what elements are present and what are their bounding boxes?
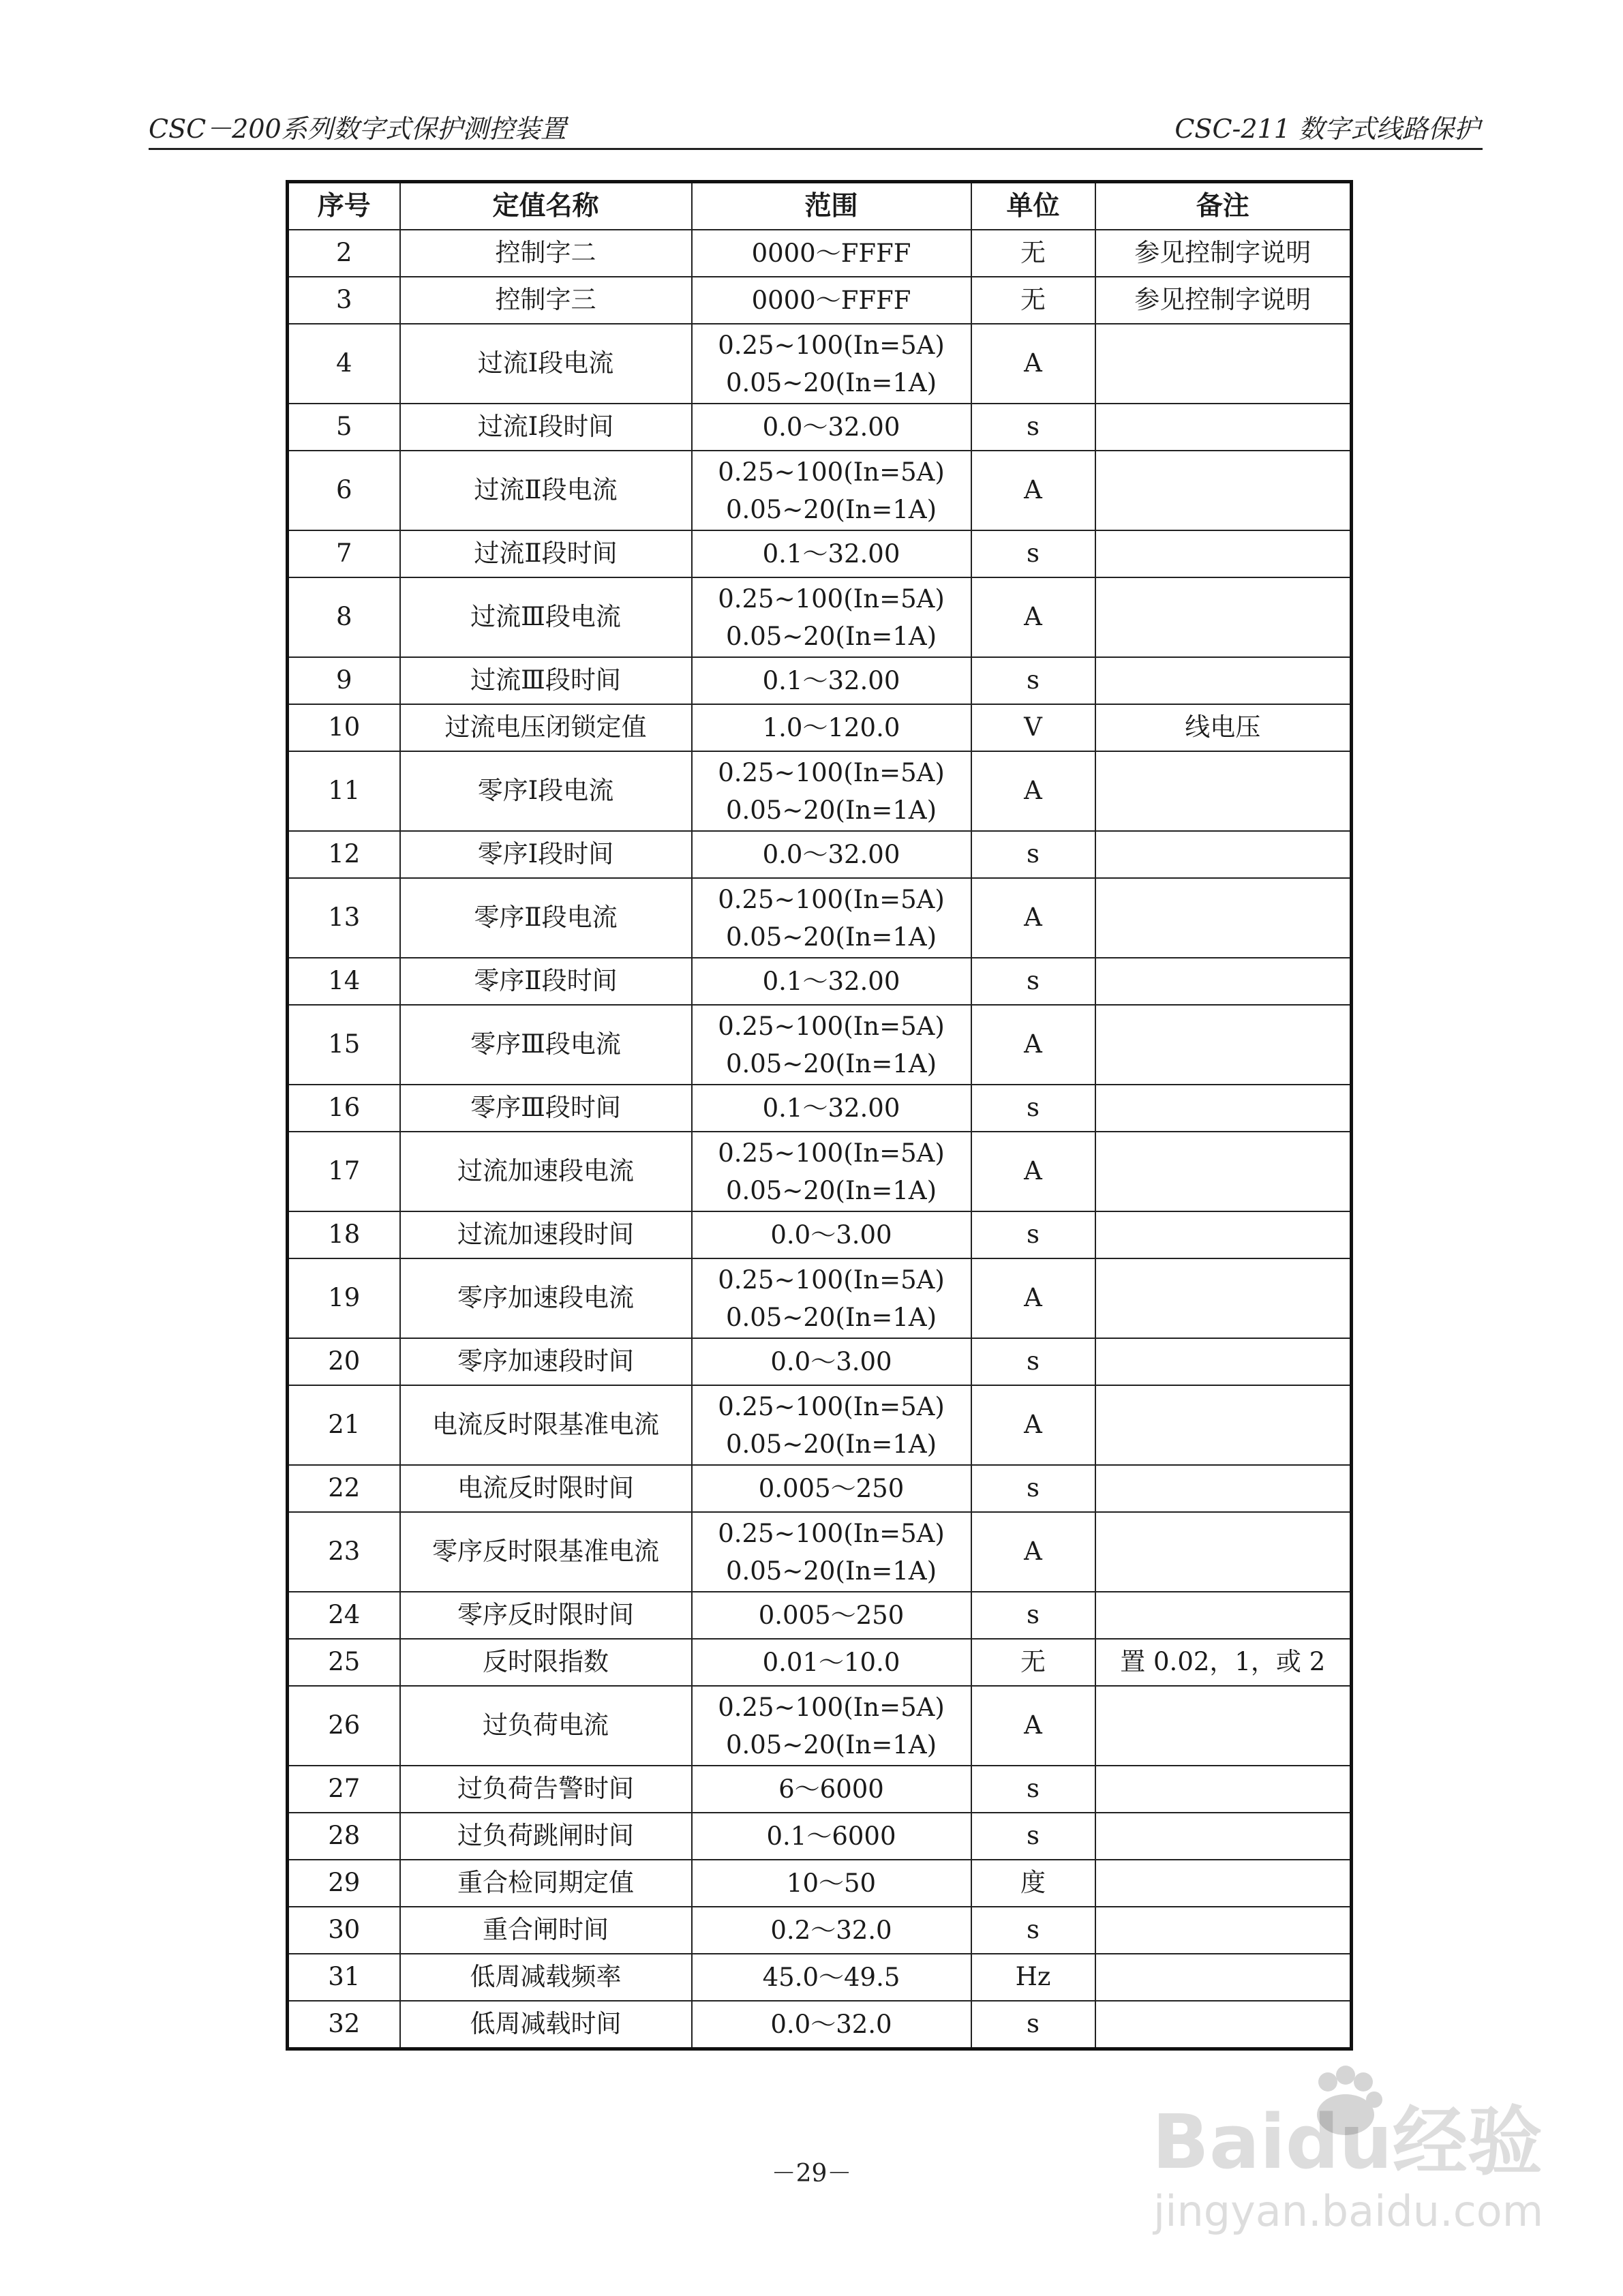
cell-no: 19: [288, 1258, 400, 1338]
range-line: 10～50: [786, 1869, 877, 1898]
cell-no: 21: [288, 1385, 400, 1465]
table-row: [288, 751, 1352, 831]
range-line: 45.0～49.5: [762, 1963, 900, 1992]
range-line: 1.0～120.0: [762, 713, 900, 742]
cell-range: [692, 1132, 971, 1211]
cell-note: [1095, 657, 1352, 704]
cell-unit: V: [971, 704, 1095, 751]
table-row: [288, 704, 1352, 751]
cell-range: [692, 958, 971, 1005]
cell-unit: 无: [971, 277, 1095, 324]
range-line: 0.05~20(In=1A): [725, 367, 937, 397]
cell-name: 零序加速段时间: [400, 1338, 692, 1385]
table-row: [288, 2001, 1352, 2049]
cell-range: [692, 1385, 971, 1465]
cell-note: [1095, 1813, 1352, 1860]
cell-name: 过流加速段电流: [400, 1132, 692, 1211]
table-row: [288, 1085, 1352, 1132]
cell-name: 零序Ⅰ段时间: [400, 831, 692, 878]
header-right-title: CSC-211 数字式线路保护: [1174, 114, 1480, 144]
table-row: [288, 1592, 1352, 1639]
table-row: [288, 1686, 1352, 1766]
baidu-jingyan-watermark: [1138, 2059, 1547, 2263]
range-line: 0.0～3.00: [770, 1220, 892, 1250]
cell-name: 零序反时限基准电流: [400, 1512, 692, 1592]
cell-note: [1095, 1211, 1352, 1258]
range-line: 0.25~100(In=5A): [718, 1011, 945, 1041]
cell-name: 过流Ⅲ段时间: [400, 657, 692, 704]
cell-unit: A: [971, 1132, 1095, 1211]
cell-range: [692, 1338, 971, 1385]
cell-no: 16: [288, 1085, 400, 1132]
cell-unit: s: [971, 1338, 1095, 1385]
cell-unit: 度: [971, 1860, 1095, 1907]
cell-unit: A: [971, 751, 1095, 831]
cell-range: [692, 1766, 971, 1813]
cell-unit: s: [971, 1766, 1095, 1813]
cell-note: [1095, 1860, 1352, 1907]
cell-note: 参见控制字说明: [1095, 277, 1352, 324]
cell-name: 过流Ⅰ段电流: [400, 324, 692, 404]
range-line: 0.1～6000: [766, 1822, 896, 1851]
cell-range: [692, 230, 971, 277]
cell-no: 23: [288, 1512, 400, 1592]
cell-unit: A: [971, 878, 1095, 958]
cell-no: 27: [288, 1766, 400, 1813]
cell-no: 4: [288, 324, 400, 404]
range-line: 0.2～32.0: [770, 1916, 892, 1945]
cell-name: 低周减载频率: [400, 1954, 692, 2001]
table-row: [288, 1005, 1352, 1085]
range-line: 6～6000: [778, 1774, 884, 1804]
range-line: 0.25~100(In=5A): [718, 330, 945, 360]
cell-range: [692, 878, 971, 958]
cell-unit: A: [971, 1258, 1095, 1338]
table-row: [288, 1512, 1352, 1592]
range-line: 0.0～32.0: [770, 2010, 892, 2039]
cell-unit: A: [971, 1385, 1095, 1465]
range-line: 0.25~100(In=5A): [718, 1391, 945, 1421]
cell-no: 3: [288, 277, 400, 324]
cell-name: 零序反时限时间: [400, 1592, 692, 1639]
cell-unit: A: [971, 451, 1095, 530]
cell-note: [1095, 1766, 1352, 1813]
cell-no: 14: [288, 958, 400, 1005]
range-line: 0.05~20(In=1A): [725, 922, 937, 952]
cell-note: [1095, 1258, 1352, 1338]
cell-range: [692, 451, 971, 530]
cell-note: [1095, 831, 1352, 878]
table-row: [288, 324, 1352, 404]
cell-no: 11: [288, 751, 400, 831]
cell-note: [1095, 1385, 1352, 1465]
watermark-url-text: jingyan.baidu.com: [1153, 2186, 1544, 2236]
cell-name: 控制字三: [400, 277, 692, 324]
cell-note: [1095, 530, 1352, 577]
range-line: 0.1～32.00: [762, 539, 900, 569]
cell-range: [692, 1686, 971, 1766]
cell-name: 零序Ⅱ段时间: [400, 958, 692, 1005]
table-row: [288, 404, 1352, 451]
cell-range: [692, 1860, 971, 1907]
range-line: 0000～FFFF: [751, 286, 911, 315]
cell-range: [692, 1258, 971, 1338]
range-line: 0.25~100(In=5A): [718, 1692, 945, 1722]
range-line: 0.1～32.00: [762, 1093, 900, 1123]
range-line: 0.05~20(In=1A): [725, 494, 937, 524]
cell-name: 过流Ⅱ段电流: [400, 451, 692, 530]
table-header-row: [288, 182, 1352, 230]
cell-no: 20: [288, 1338, 400, 1385]
cell-no: 30: [288, 1907, 400, 1954]
cell-range: [692, 324, 971, 404]
cell-note: [1095, 2001, 1352, 2049]
range-line: 0.1～32.00: [762, 967, 900, 996]
cell-range: [692, 1085, 971, 1132]
cell-note: [1095, 1907, 1352, 1954]
range-line: 0.01～10.0: [762, 1648, 900, 1677]
column-header-range: 范围: [692, 182, 971, 230]
cell-no: 29: [288, 1860, 400, 1907]
cell-no: 15: [288, 1005, 400, 1085]
cell-no: 31: [288, 1954, 400, 2001]
cell-name: 过流Ⅱ段时间: [400, 530, 692, 577]
column-header-no: 序号: [288, 182, 400, 230]
cell-unit: A: [971, 577, 1095, 657]
range-line: 0.0～32.00: [762, 840, 900, 869]
table-row: [288, 1385, 1352, 1465]
cell-no: 25: [288, 1639, 400, 1686]
cell-unit: s: [971, 1211, 1095, 1258]
range-line: 0.25~100(In=5A): [718, 1138, 945, 1168]
cell-range: [692, 1592, 971, 1639]
page-number: －29－: [771, 2160, 852, 2188]
cell-name: 零序Ⅲ段时间: [400, 1085, 692, 1132]
cell-name: 零序Ⅱ段电流: [400, 878, 692, 958]
table-row: [288, 1258, 1352, 1338]
cell-note: [1095, 1954, 1352, 2001]
table-row: [288, 1954, 1352, 2001]
cell-note: [1095, 324, 1352, 404]
table-row: [288, 277, 1352, 324]
cell-note: [1095, 1338, 1352, 1385]
cell-unit: s: [971, 1085, 1095, 1132]
cell-name: 过流电压闭锁定值: [400, 704, 692, 751]
cell-note: [1095, 451, 1352, 530]
cell-range: [692, 657, 971, 704]
range-line: 0.05~20(In=1A): [725, 1556, 937, 1586]
table-row: [288, 1813, 1352, 1860]
cell-note: [1095, 1686, 1352, 1766]
cell-range: [692, 751, 971, 831]
cell-no: 13: [288, 878, 400, 958]
table-row: [288, 831, 1352, 878]
cell-unit: A: [971, 1512, 1095, 1592]
paw-toe-icon: [1354, 2072, 1373, 2091]
range-line: 0.05~20(In=1A): [725, 621, 937, 651]
table-row: [288, 1766, 1352, 1813]
cell-unit: s: [971, 1465, 1095, 1512]
cell-range: [692, 577, 971, 657]
cell-note: 置 0.02，1，或 2: [1095, 1639, 1352, 1686]
cell-no: 9: [288, 657, 400, 704]
cell-range: [692, 1954, 971, 2001]
cell-note: [1095, 577, 1352, 657]
range-line: 0.05~20(In=1A): [725, 1048, 937, 1078]
cell-no: 17: [288, 1132, 400, 1211]
table-row: [288, 230, 1352, 277]
cell-no: 12: [288, 831, 400, 878]
cell-unit: s: [971, 2001, 1095, 2049]
cell-unit: s: [971, 958, 1095, 1005]
cell-name: 过负荷电流: [400, 1686, 692, 1766]
cell-no: 24: [288, 1592, 400, 1639]
table-row: [288, 530, 1352, 577]
range-line: 0.25~100(In=5A): [718, 1518, 945, 1548]
cell-name: 过负荷告警时间: [400, 1766, 692, 1813]
header-left-title: CSC－200系列数字式保护测控装置: [149, 114, 566, 144]
cell-note: [1095, 1132, 1352, 1211]
cell-unit: s: [971, 530, 1095, 577]
cell-name: 过流Ⅲ段电流: [400, 577, 692, 657]
cell-no: 5: [288, 404, 400, 451]
cell-name: 控制字二: [400, 230, 692, 277]
cell-note: 参见控制字说明: [1095, 230, 1352, 277]
table-row: [288, 1338, 1352, 1385]
table-row: [288, 1639, 1352, 1686]
cell-name: 过流Ⅰ段时间: [400, 404, 692, 451]
cell-range: [692, 1907, 971, 1954]
table-row: [288, 1465, 1352, 1512]
range-line: 0.25~100(In=5A): [718, 884, 945, 914]
cell-name: 反时限指数: [400, 1639, 692, 1686]
cell-note: [1095, 958, 1352, 1005]
cell-no: 7: [288, 530, 400, 577]
table-row: [288, 1907, 1352, 1954]
cell-range: [692, 704, 971, 751]
cell-note: [1095, 1465, 1352, 1512]
cell-no: 2: [288, 230, 400, 277]
cell-unit: s: [971, 404, 1095, 451]
column-header-name: 定值名称: [400, 182, 692, 230]
settings-table: [286, 180, 1353, 2051]
cell-unit: s: [971, 1813, 1095, 1860]
range-line: 0000～FFFF: [751, 239, 911, 268]
table-row: [288, 657, 1352, 704]
table-row: [288, 451, 1352, 530]
cell-unit: A: [971, 1686, 1095, 1766]
cell-no: 6: [288, 451, 400, 530]
range-line: 0.1～32.00: [762, 666, 900, 695]
cell-note: [1095, 1592, 1352, 1639]
cell-no: 26: [288, 1686, 400, 1766]
cell-unit: A: [971, 324, 1095, 404]
table-row: [288, 958, 1352, 1005]
cell-name: 电流反时限时间: [400, 1465, 692, 1512]
cell-name: 重合闸时间: [400, 1907, 692, 1954]
cell-range: [692, 277, 971, 324]
cell-name: 低周减载时间: [400, 2001, 692, 2049]
range-line: 0.05~20(In=1A): [725, 1729, 937, 1759]
cell-range: [692, 831, 971, 878]
cell-unit: s: [971, 657, 1095, 704]
cell-note: 线电压: [1095, 704, 1352, 751]
cell-name: 过流加速段时间: [400, 1211, 692, 1258]
cell-name: 过负荷跳闸时间: [400, 1813, 692, 1860]
cell-unit: s: [971, 1907, 1095, 1954]
cell-name: 重合检同期定值: [400, 1860, 692, 1907]
cell-range: [692, 1211, 971, 1258]
cell-range: [692, 1512, 971, 1592]
range-line: 0.25~100(In=5A): [718, 757, 945, 787]
cell-unit: 无: [971, 230, 1095, 277]
range-line: 0.05~20(In=1A): [725, 795, 937, 825]
table-row: [288, 1211, 1352, 1258]
cell-unit: 无: [971, 1639, 1095, 1686]
range-line: 0.0～32.00: [762, 412, 900, 442]
cell-range: [692, 404, 971, 451]
cell-note: [1095, 751, 1352, 831]
cell-range: [692, 2001, 971, 2049]
cell-note: [1095, 1005, 1352, 1085]
cell-no: 8: [288, 577, 400, 657]
column-header-unit: 单位: [971, 182, 1095, 230]
cell-note: [1095, 1512, 1352, 1592]
column-header-note: 备注: [1095, 182, 1352, 230]
range-line: 0.25~100(In=5A): [718, 1265, 945, 1295]
range-line: 0.005～250: [758, 1601, 905, 1630]
range-line: 0.005～250: [758, 1474, 905, 1503]
watermark-logo-text: Baidu经验: [1152, 2098, 1543, 2186]
cell-name: 零序Ⅰ段电流: [400, 751, 692, 831]
table-row: [288, 577, 1352, 657]
table-body: [288, 230, 1352, 2049]
paw-toe-icon: [1336, 2066, 1355, 2085]
range-line: 0.25~100(In=5A): [718, 457, 945, 487]
range-line: 0.0～3.00: [770, 1347, 892, 1376]
cell-unit: s: [971, 831, 1095, 878]
table-row: [288, 1860, 1352, 1907]
cell-no: 32: [288, 2001, 400, 2049]
cell-note: [1095, 1085, 1352, 1132]
range-line: 0.05~20(In=1A): [725, 1429, 937, 1459]
cell-unit: s: [971, 1592, 1095, 1639]
cell-range: [692, 1639, 971, 1686]
cell-unit: A: [971, 1005, 1095, 1085]
cell-unit: Hz: [971, 1954, 1095, 2001]
cell-range: [692, 1813, 971, 1860]
cell-name: 零序Ⅲ段电流: [400, 1005, 692, 1085]
cell-range: [692, 1005, 971, 1085]
cell-no: 18: [288, 1211, 400, 1258]
range-line: 0.05~20(In=1A): [725, 1302, 937, 1332]
header-rule: [149, 148, 1483, 150]
cell-range: [692, 530, 971, 577]
cell-name: 电流反时限基准电流: [400, 1385, 692, 1465]
cell-note: [1095, 404, 1352, 451]
cell-no: 22: [288, 1465, 400, 1512]
table-row: [288, 1132, 1352, 1211]
cell-note: [1095, 878, 1352, 958]
cell-no: 10: [288, 704, 400, 751]
cell-name: 零序加速段电流: [400, 1258, 692, 1338]
range-line: 0.25~100(In=5A): [718, 584, 945, 614]
cell-no: 28: [288, 1813, 400, 1860]
cell-range: [692, 1465, 971, 1512]
paw-toe-icon: [1318, 2072, 1337, 2091]
table-row: [288, 878, 1352, 958]
range-line: 0.05~20(In=1A): [725, 1175, 937, 1205]
